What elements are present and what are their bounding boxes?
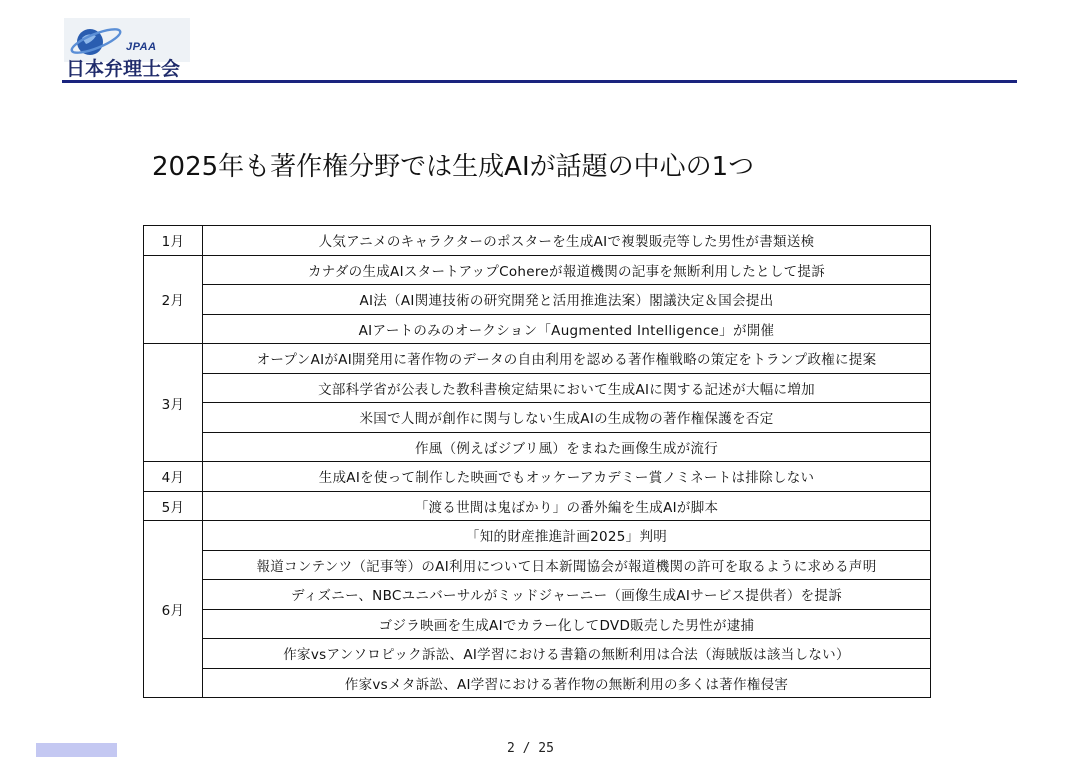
event-cell: 「渡る世間は鬼ばかり」の番外編を生成AIが脚本 — [203, 491, 931, 521]
table-row — [144, 314, 931, 344]
table-row — [144, 609, 931, 639]
event-cell: 生成AIを使って制作した映画でもオッケーアカデミー賞ノミネートは排除しない — [203, 462, 931, 492]
header-divider — [62, 80, 1017, 83]
event-cell: ゴジラ映画を生成AIでカラー化してDVD販売した男性が逮捕 — [203, 609, 931, 639]
table-row — [144, 403, 931, 433]
table-row — [144, 462, 931, 492]
event-cell: オープンAIがAI開発用に著作物のデータの自由利用を認める著作権戦略の策定をトランプ政権に提案 — [203, 344, 931, 374]
table-row — [144, 491, 931, 521]
month-cell: 5月 — [144, 491, 203, 521]
events-table — [143, 225, 931, 698]
table-row — [144, 285, 931, 315]
table-row — [144, 550, 931, 580]
table-row — [144, 373, 931, 403]
logo-abbreviation: JPAA — [126, 41, 157, 53]
table-row — [144, 580, 931, 610]
event-cell: ディズニー、NBCユニバーサルがミッドジャーニー（画像生成AIサービス提供者）を提訴 — [203, 580, 931, 610]
table-row — [144, 432, 931, 462]
jpaa-logo — [64, 18, 190, 80]
month-cell: 2月 — [144, 255, 203, 344]
month-cell: 4月 — [144, 462, 203, 492]
table-row — [144, 255, 931, 285]
event-cell: 人気アニメのキャラクターのポスターを生成AIで複製販売等した男性が書類送検 — [203, 226, 931, 256]
table-row — [144, 226, 931, 256]
event-cell: 作家vsアンソロピック訴訟、AI学習における書籍の無断利用は合法（海賊版は該当しない） — [203, 639, 931, 669]
slide-title: 2025年も著作権分野では生成AIが話題の中心の1つ — [152, 152, 755, 182]
globe-icon — [68, 20, 128, 60]
month-cell: 1月 — [144, 226, 203, 256]
logo-name: 日本弁理士会 — [66, 58, 181, 80]
event-cell: 「知的財産推進計画2025」判明 — [203, 521, 931, 551]
table-row — [144, 521, 931, 551]
month-cell: 3月 — [144, 344, 203, 462]
page-number: 2 / 25 — [507, 741, 554, 756]
month-cell: 6月 — [144, 521, 203, 698]
event-cell: AIアートのみのオークション「Augmented Intelligence」が開催 — [203, 314, 931, 344]
events-table-body — [144, 226, 931, 698]
event-cell: カナダの生成AIスタートアップCohereが報道機関の記事を無断利用したとして提訴 — [203, 255, 931, 285]
table-row — [144, 639, 931, 669]
event-cell: 報道コンテンツ（記事等）のAI利用について日本新聞協会が報道機関の許可を取るように求める声明 — [203, 550, 931, 580]
event-cell: AI法（AI関連技術の研究開発と活用推進法案）閣議決定＆国会提出 — [203, 285, 931, 315]
table-row — [144, 668, 931, 698]
event-cell: 米国で人間が創作に関与しない生成AIの生成物の著作権保護を否定 — [203, 403, 931, 433]
table-row — [144, 344, 931, 374]
footer-bar — [36, 743, 117, 757]
event-cell: 文部科学省が公表した教科書検定結果において生成AIに関する記述が大幅に増加 — [203, 373, 931, 403]
event-cell: 作家vsメタ訴訟、AI学習における著作物の無断利用の多くは著作権侵害 — [203, 668, 931, 698]
event-cell: 作風（例えばジブリ風）をまねた画像生成が流行 — [203, 432, 931, 462]
